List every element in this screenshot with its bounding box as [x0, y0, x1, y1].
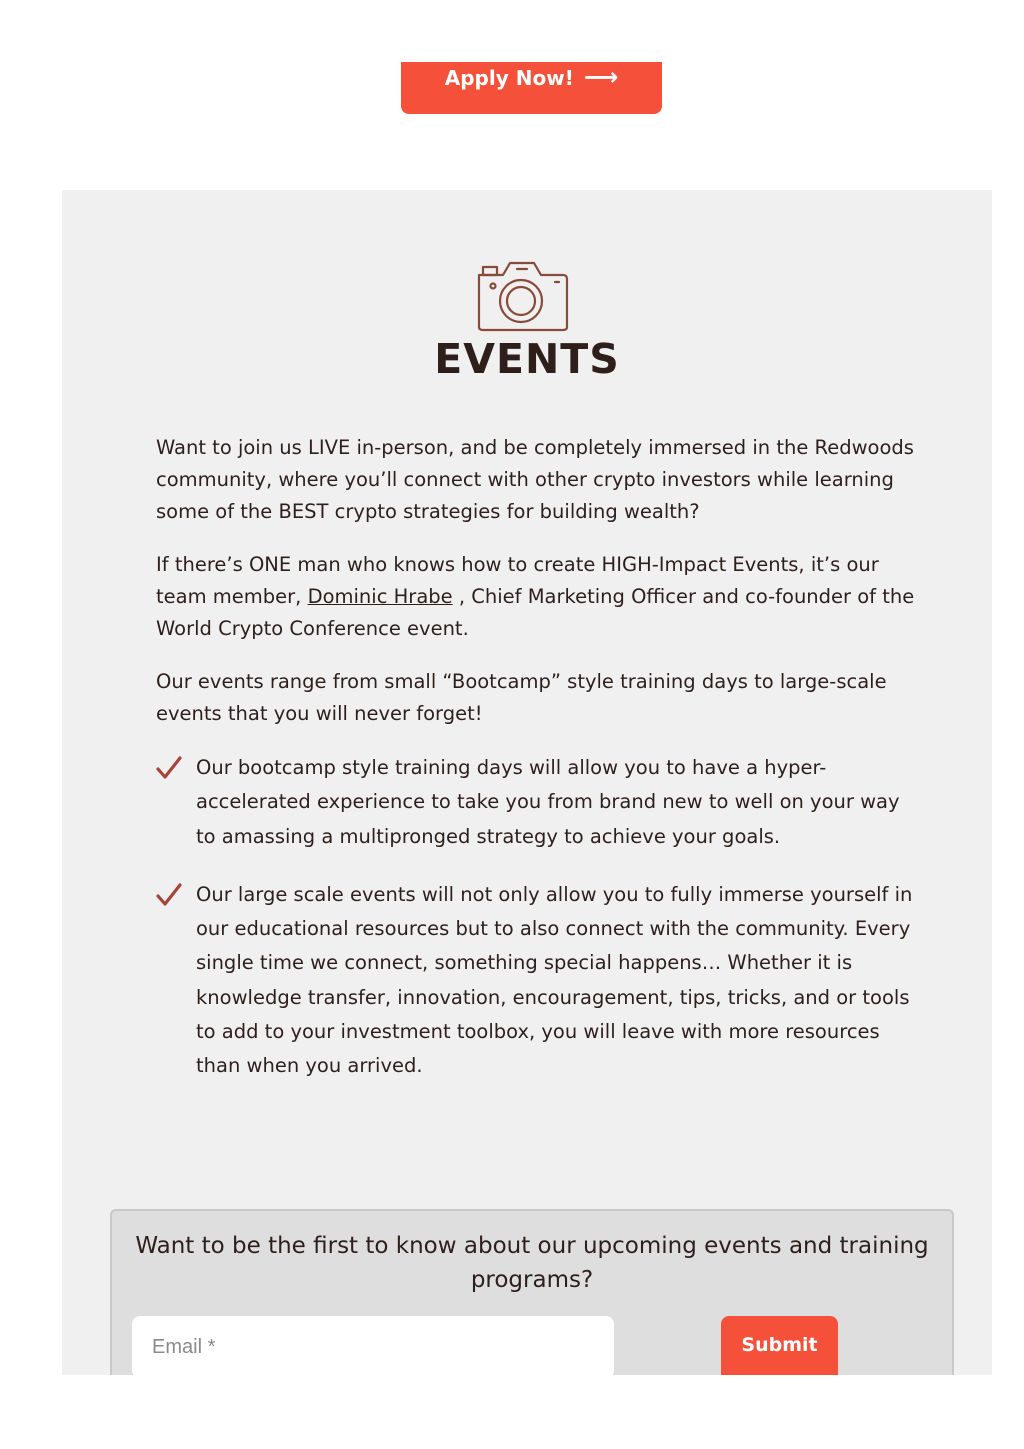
intro-paragraph: Want to join us LIVE in-person, and be completely immersed in the Redwoods community, where you’ll connect with other crypto investors while learning some of the BEST crypto strategies for building wealth? [156, 436, 914, 523]
checkmark-icon [156, 755, 182, 781]
team-paragraph-text: If there’s ONE man who knows how to create HIGH-Impact Events, it’s our team member, [156, 553, 879, 608]
large-events-bullet-text: Our large scale events will not only allow you to fully immerse yourself in our educational resources but to also connect with the community. Every single time we connect, something special happens… Whether it is knowledge transfer, innovation, encouragement, tips, tricks, and or tools to add to your investment toolbox, you will leave with more resources than when you arrived. [196, 882, 913, 1078]
signup-form [110, 1209, 954, 1375]
checkmark-icon [156, 882, 182, 908]
events-title: EVENTS [434, 335, 620, 383]
submit-button[interactable]: Submit [721, 1316, 838, 1375]
events-range-paragraph: Our events range from small “Bootcamp” style training days to large-scale events that you will never forget! [156, 670, 887, 725]
list-item [156, 878, 916, 1084]
benefits-list [156, 751, 916, 1084]
dominic-hrabe-link[interactable]: Dominic Hrabe [307, 585, 453, 608]
bootcamp-bullet-text: Our bootcamp style training days will allow you to have a hyper-accelerated experience to take you from brand new to well on your way to amassing a multipronged strategy to achieve your goals. [196, 756, 900, 848]
events-content [156, 432, 916, 1108]
signup-prompt: Want to be the first to know about our upcoming events and training programs? [135, 1233, 929, 1293]
apply-now-label: Apply Now! [444, 66, 574, 90]
apply-now-button[interactable] [401, 62, 662, 114]
events-section [62, 190, 992, 1375]
list-item [156, 751, 916, 854]
camera-icon [475, 257, 571, 333]
team-paragraph [156, 549, 916, 645]
arrow-right-icon: ⟶ [583, 63, 619, 91]
team-paragraph-text-end: , Chief Marketing Officer and co-founder of the World Crypto Conference event. [156, 585, 915, 640]
email-field[interactable] [132, 1316, 614, 1375]
